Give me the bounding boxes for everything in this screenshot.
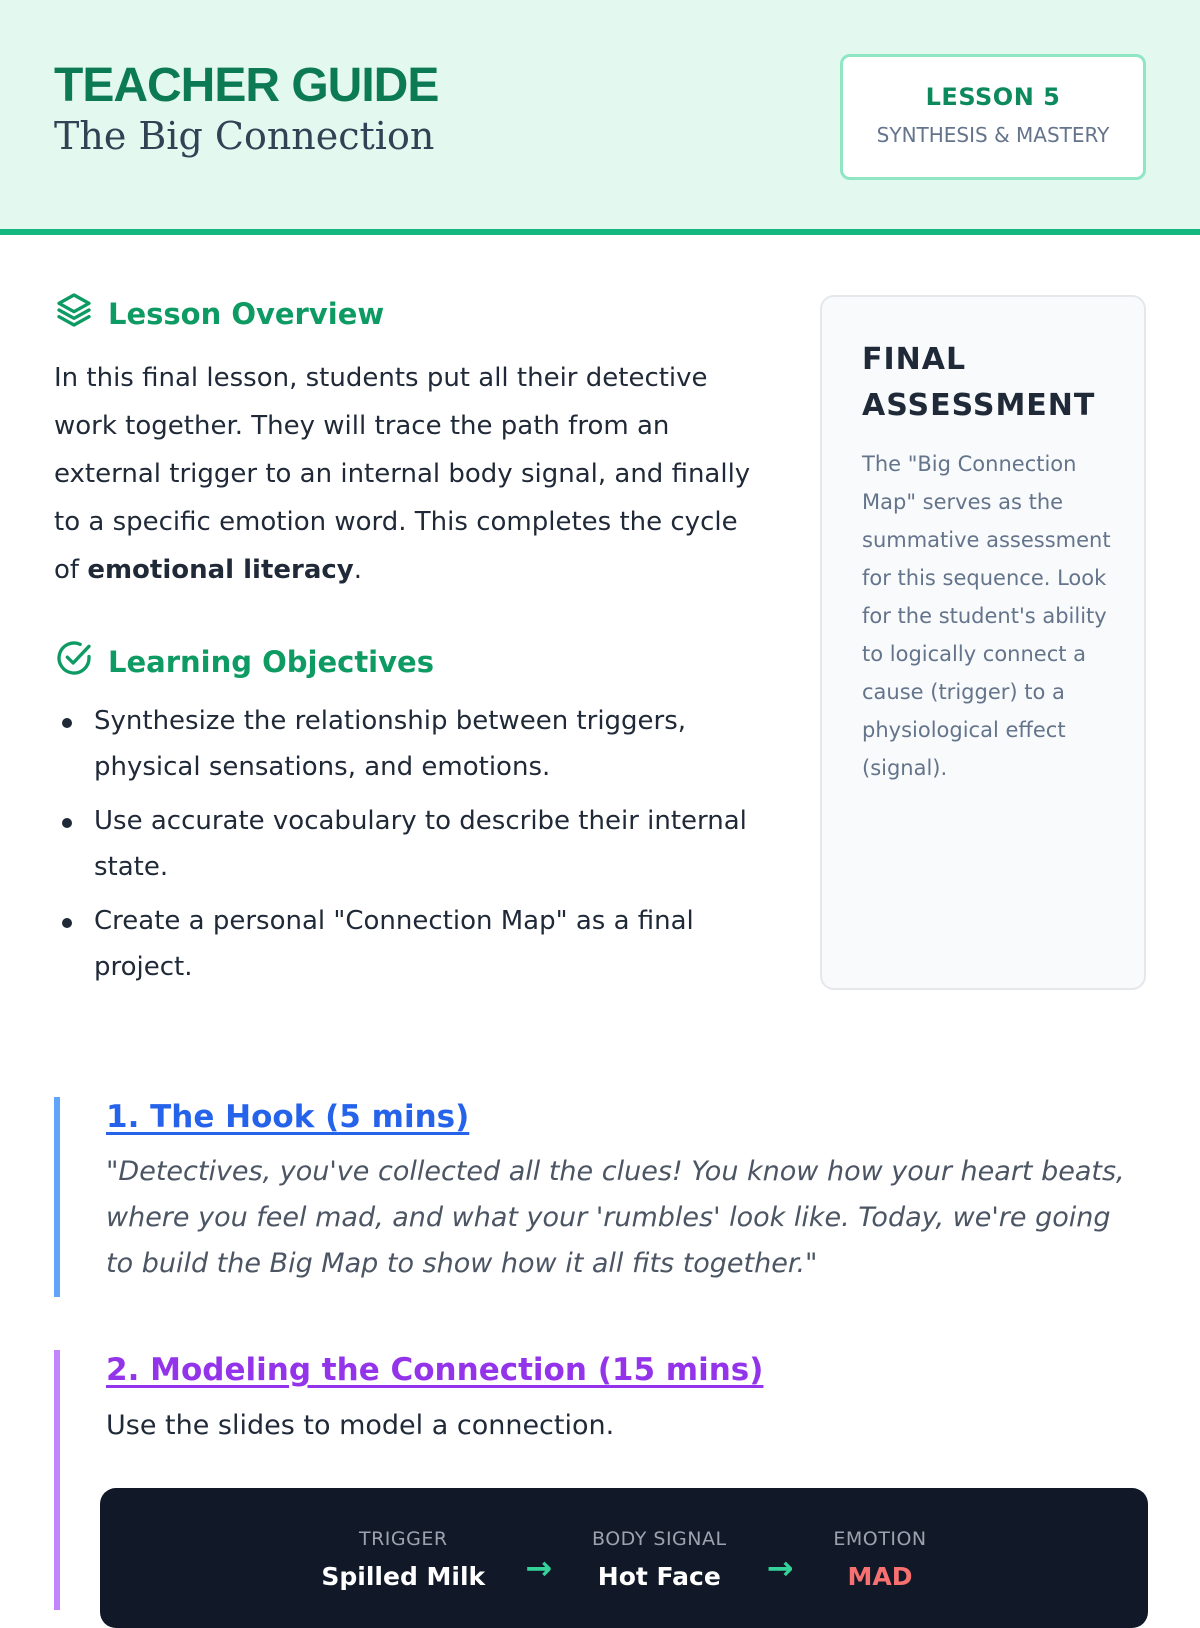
overview-text <box>54 354 754 594</box>
signal-label: BODY SIGNAL <box>592 1528 727 1550</box>
assessment-title <box>862 337 1114 429</box>
header <box>0 0 1200 235</box>
connection-slide <box>100 1488 1148 1628</box>
list-item: Use accurate vocabulary to describe their internal state. <box>54 798 774 890</box>
page-subtitle: The Big Connection <box>54 114 435 158</box>
emotion-node <box>833 1528 926 1591</box>
assessment-title-line2: ASSESSMENT <box>862 388 1096 423</box>
check-circle-icon <box>54 638 94 685</box>
list-item: Create a personal "Connection Map" as a final project. <box>54 898 774 990</box>
emotion-value: MAD <box>847 1562 913 1591</box>
lesson-number: LESSON 5 <box>925 83 1061 111</box>
overview-text-emphasis: emotional literacy <box>87 555 354 585</box>
lesson-badge <box>840 54 1146 180</box>
hook-title-link[interactable]: 1. The Hook (5 mins) <box>106 1099 470 1135</box>
list-item: Synthesize the relationship between triggers, physical sensations, and emotions. <box>54 698 774 790</box>
objectives-heading-label: Learning Objectives <box>108 644 434 679</box>
overview-text-body: In this final lesson, students put all their detective work together. They will trace the path from an external trigger to an internal body signal, and finally to a specific emotion word. This completes the cycle of <box>54 363 751 585</box>
trigger-node <box>321 1528 485 1591</box>
connection-flow <box>100 1528 1148 1591</box>
step-hook <box>54 1097 1136 1297</box>
overview-heading <box>54 290 384 337</box>
objectives-list <box>54 698 774 998</box>
modeling-title-link[interactable]: 2. Modeling the Connection (15 mins) <box>106 1352 764 1388</box>
page-title: TEACHER GUIDE <box>54 59 439 112</box>
emotion-label: EMOTION <box>833 1528 927 1550</box>
signal-value: Hot Face <box>597 1562 721 1591</box>
lesson-tag: SYNTHESIS & MASTERY <box>876 123 1110 147</box>
arrow-right-icon: → <box>766 1549 794 1587</box>
assessment-title-line1: FINAL <box>862 342 967 377</box>
trigger-value: Spilled Milk <box>321 1562 486 1591</box>
objectives-heading <box>54 638 434 685</box>
overview-heading-label: Lesson Overview <box>108 296 385 331</box>
assessment-body: The "Big Connection Map" serves as the summative assessment for this sequence. Look for the student's ability to logically connect a cause (trigger) to a physiological effect (signal). <box>862 452 1111 780</box>
hook-quote: "Detectives, you've collected all the clues! You know how your heart beats, where you feel mad, and what your 'rumbles' look like. Today, we're going to build the Big Map to show how it all fits together." <box>106 1156 1125 1279</box>
final-assessment-card <box>820 295 1146 990</box>
overview-text-end: . <box>353 555 363 585</box>
layers-icon <box>54 290 94 337</box>
modeling-text: Use the slides to model a connection. <box>106 1410 615 1441</box>
arrow-right-icon: → <box>525 1549 552 1587</box>
signal-node <box>592 1528 727 1591</box>
trigger-label: TRIGGER <box>358 1528 448 1550</box>
